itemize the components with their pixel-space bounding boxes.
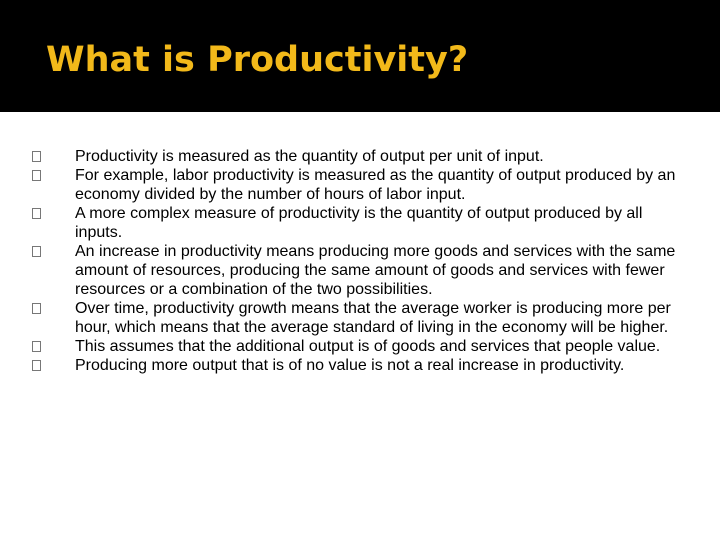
bullet-text: This assumes that the additional output is of goods and services that people value. — [75, 338, 661, 355]
box-bullet-icon — [32, 303, 41, 314]
box-bullet-icon — [32, 170, 41, 181]
title-bar — [0, 0, 720, 112]
bullet-item — [28, 337, 688, 356]
bullet-text: For example, labor productivity is measured as the quantity of output produced by an economy divided by the number of hours of labor input. — [75, 167, 676, 203]
box-bullet-icon — [32, 341, 41, 352]
box-bullet-icon — [32, 246, 41, 257]
bullet-text: A more complex measure of productivity is the quantity of output produced by all inputs. — [75, 205, 643, 241]
bullet-text: Producing more output that is of no value is not a real increase in productivity. — [75, 357, 625, 374]
bullet-list — [28, 147, 688, 375]
slide-title: What is Productivity? — [46, 40, 469, 80]
bullet-item — [28, 147, 688, 166]
bullet-item — [28, 204, 688, 242]
box-bullet-icon — [32, 360, 41, 371]
bullet-text: Productivity is measured as the quantity of output per unit of input. — [75, 148, 544, 165]
bullet-item — [28, 356, 688, 375]
bullet-text: Over time, productivity growth means that the average worker is producing more per hour, which means that the average standard of living in the economy will be higher. — [75, 300, 671, 336]
bullet-item — [28, 166, 688, 204]
box-bullet-icon — [32, 208, 41, 219]
bullet-item — [28, 299, 688, 337]
bullet-item — [28, 242, 688, 299]
box-bullet-icon — [32, 151, 41, 162]
bullet-text: An increase in productivity means producing more goods and services with the same amount of resources, producing the same amount of goods and services with fewer resources or a combination of the two possibilities. — [75, 243, 676, 298]
